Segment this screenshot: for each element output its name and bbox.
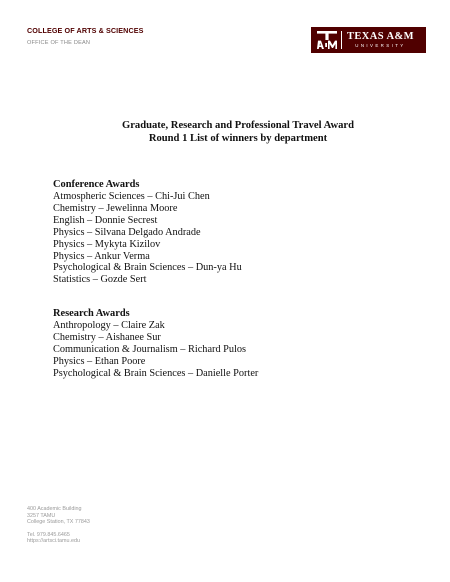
- logo-name: TEXAS A&M: [347, 30, 414, 42]
- atm-logo-icon: [317, 31, 337, 50]
- logo-sub: UNIVERSITY: [355, 43, 406, 49]
- office-name: OFFICE OF THE DEAN: [27, 40, 91, 46]
- research-awards-section: [53, 308, 258, 380]
- list-item: Physics – Ethan Poore: [53, 355, 146, 367]
- title-line-1: Graduate, Research and Professional Travel Award: [121, 120, 355, 131]
- list-item: Communication & Journalism – Richard Pulos: [53, 343, 247, 355]
- college-name: COLLEGE OF ARTS & SCIENCES: [27, 26, 144, 35]
- conference-awards-section: [53, 179, 242, 286]
- list-item: Chemistry – Aishanee Sur: [53, 331, 161, 343]
- university-logo: [311, 27, 426, 53]
- list-item: Atmospheric Sciences – Chi-Jui Chen: [53, 191, 210, 202]
- title-line-2: Round 1 List of winners by department: [148, 133, 328, 145]
- conference-heading: Conference Awards: [53, 179, 140, 190]
- list-item: Anthropology – Claire Zak: [53, 320, 165, 331]
- footer-address-1: 400 Academic Building: [27, 506, 82, 512]
- logo-wordmark: [347, 32, 414, 49]
- footer-contact: [27, 506, 90, 545]
- logo-divider: [341, 31, 342, 49]
- list-item: Psychological & Brain Sciences – Dun-ya Hu: [53, 262, 242, 274]
- footer-address-3: College Station, TX 77843: [27, 519, 90, 526]
- document-title: [0, 119, 450, 146]
- list-item: English – Donnie Secrest: [53, 214, 158, 226]
- footer-phone: Tel. 979.845.6465: [27, 531, 70, 538]
- list-item: Chemistry – Jewelinna Moore: [53, 202, 178, 214]
- footer-web: https://artsci.tamu.edu: [27, 538, 81, 545]
- list-item: Physics – Mykyta Kizilov: [53, 238, 161, 250]
- research-list: [53, 320, 258, 380]
- list-item: Psychological & Brain Sciences – Danielle Porter: [53, 367, 259, 379]
- conference-list: [53, 191, 242, 286]
- list-item: Physics – Ankur Verma: [53, 250, 150, 262]
- footer-address-2: 3257 TAMU: [27, 512, 56, 519]
- list-item: Statistics – Gozde Sert: [53, 274, 147, 286]
- list-item: Physics – Silvana Delgado Andrade: [53, 226, 201, 238]
- research-heading: Research Awards: [53, 308, 130, 319]
